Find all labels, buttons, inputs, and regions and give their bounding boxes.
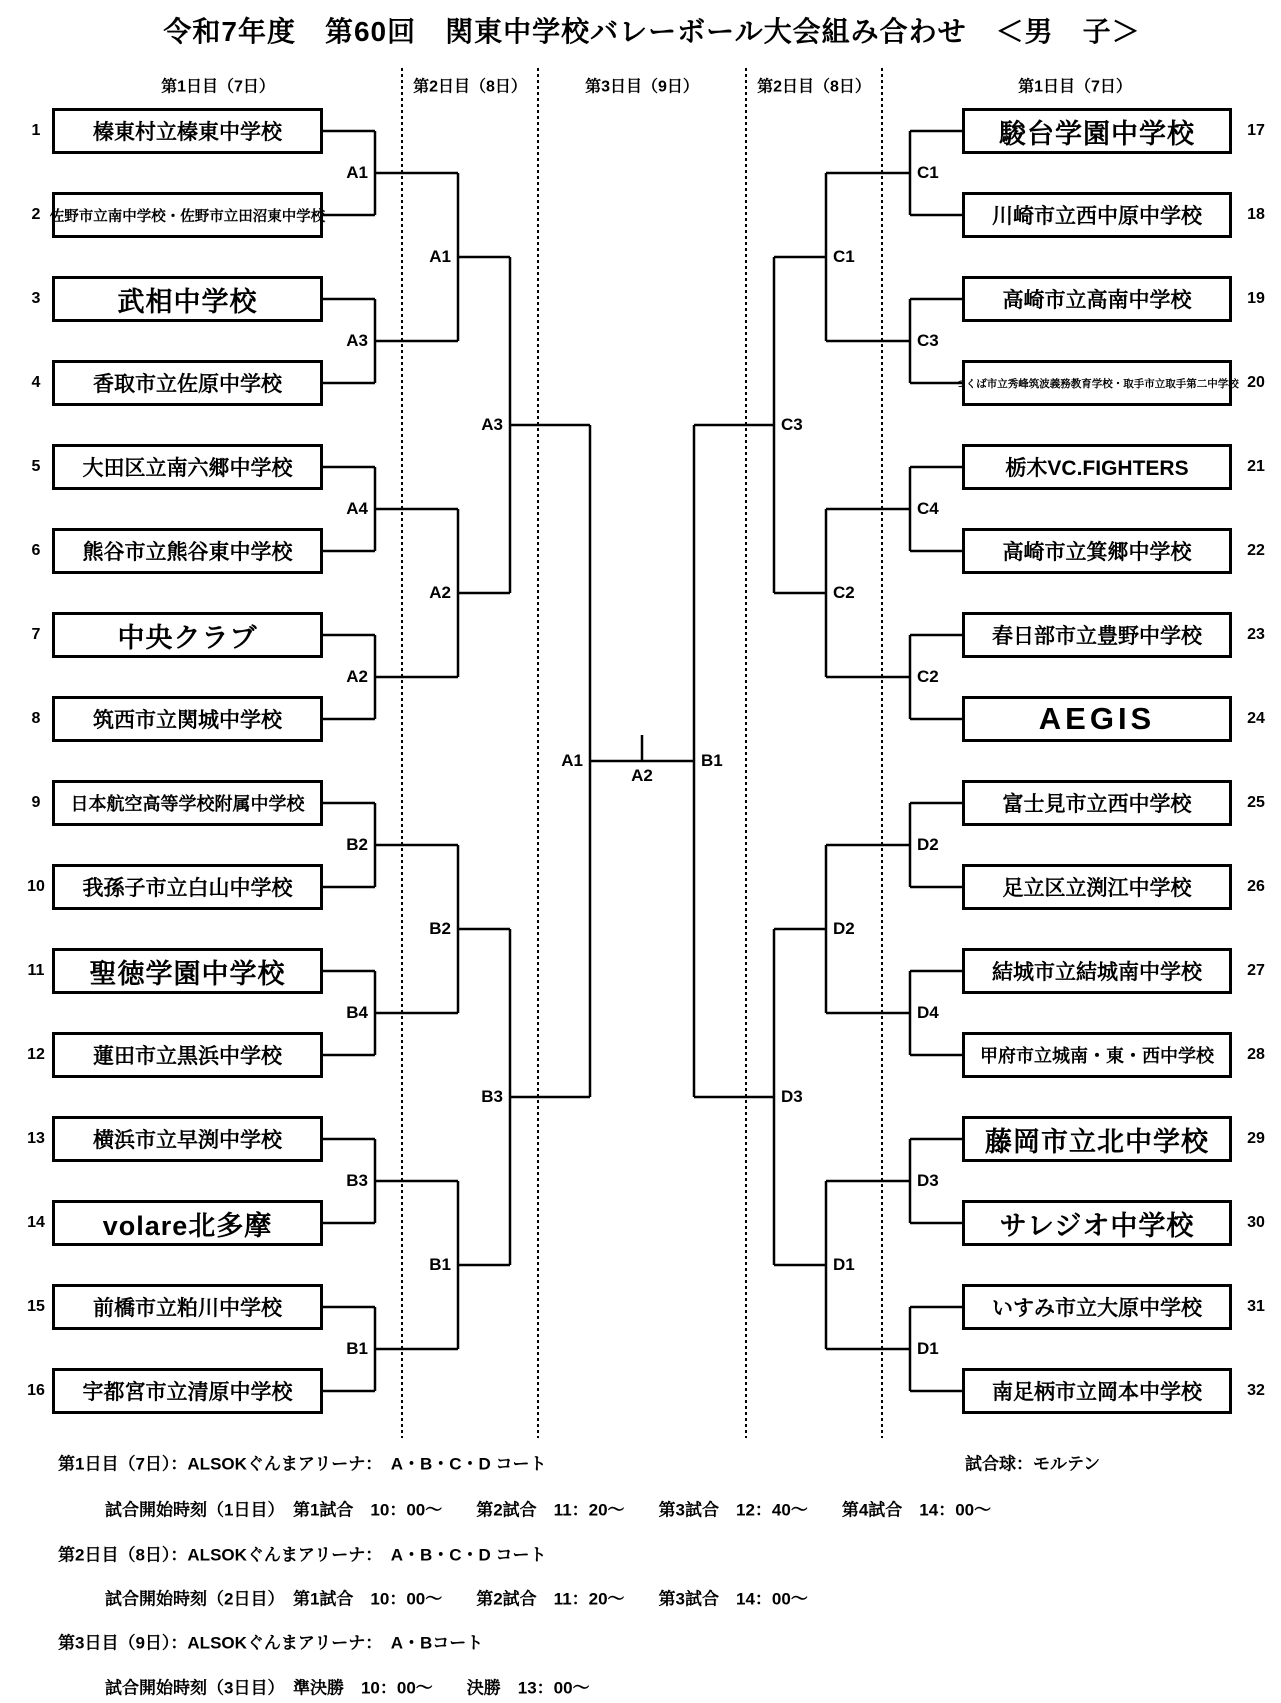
team-box: 我孫子市立白山中学校	[52, 864, 323, 910]
team-number: 8	[31, 710, 41, 727]
match-label: B2	[429, 919, 451, 938]
team-number: 18	[1247, 206, 1265, 223]
match-label: A1	[346, 163, 368, 182]
match-label: C3	[917, 331, 939, 350]
team-number: 22	[1247, 542, 1265, 559]
team-number: 25	[1247, 794, 1265, 811]
team-number: 30	[1247, 1214, 1265, 1231]
team-box: 春日部市立豊野中学校	[962, 612, 1232, 658]
team-number: 6	[31, 542, 41, 559]
match-label: B3	[346, 1171, 368, 1190]
team-box: 川崎市立西中原中学校	[962, 192, 1232, 238]
match-label: A4	[346, 499, 368, 518]
semifinal-label: A1	[561, 751, 583, 770]
bracket-lines	[323, 131, 962, 1391]
team-box: 前橋市立粕川中学校	[52, 1284, 323, 1330]
match-label: A2	[346, 667, 368, 686]
team-box: サレジオ中学校	[962, 1200, 1232, 1246]
match-label: B3	[481, 1087, 503, 1106]
team-number: 14	[27, 1214, 45, 1231]
team-box: 栃木VC.FIGHTERS	[962, 444, 1232, 490]
column-header-day1-left: 第1日目（7日）	[161, 78, 275, 96]
team-number: 4	[31, 374, 41, 391]
team-box: 結城市立結城南中学校	[962, 948, 1232, 994]
match-label: B1	[429, 1255, 451, 1274]
team-box: つくば市立秀峰筑波義務教育学校・取手市立取手第二中学校	[962, 360, 1232, 406]
team-box: 大田区立南六郷中学校	[52, 444, 323, 490]
footer-ball-note: 試合球：モルテン	[965, 1454, 1101, 1474]
team-number: 20	[1247, 374, 1265, 391]
match-label: D1	[917, 1339, 939, 1358]
team-number: 26	[1247, 878, 1265, 895]
match-label: C1	[833, 247, 855, 266]
team-box: いすみ市立大原中学校	[962, 1284, 1232, 1330]
team-number: 21	[1247, 458, 1265, 475]
team-box: 武相中学校	[52, 276, 323, 322]
match-label: D1	[833, 1255, 855, 1274]
team-box: 聖徳学園中学校	[52, 948, 323, 994]
team-number: 7	[31, 626, 41, 643]
team-number: 24	[1247, 710, 1265, 727]
team-number: 31	[1247, 1298, 1265, 1315]
page-title: 令和7年度 第60回 関東中学校バレーボール大会組み合わせ ＜男 子＞	[163, 16, 1141, 47]
footer-day1-times: 試合開始時刻（1日目） 第1試合 10：00～ 第2試合 11：20～ 第3試合 12：40～ 第4試合 14：00～	[105, 1500, 992, 1520]
column-header-day2-left: 第2日目（8日）	[413, 78, 527, 96]
match-label: D4	[917, 1003, 939, 1022]
team-number: 13	[27, 1130, 45, 1147]
match-label: B2	[346, 835, 368, 854]
match-label: A3	[346, 331, 368, 350]
team-number: 28	[1247, 1046, 1265, 1063]
team-box: 宇都宮市立清原中学校	[52, 1368, 323, 1414]
team-box: 蓮田市立黒浜中学校	[52, 1032, 323, 1078]
match-label: B4	[346, 1003, 368, 1022]
team-number: 5	[31, 458, 41, 475]
match-label: C1	[917, 163, 939, 182]
match-label: C3	[781, 415, 803, 434]
team-number: 17	[1247, 122, 1265, 139]
match-label: B1	[346, 1339, 368, 1358]
team-box: 駿台学園中学校	[962, 108, 1232, 154]
team-number: 19	[1247, 290, 1265, 307]
match-label: C4	[917, 499, 939, 518]
column-header-day1-right: 第1日目（7日）	[1018, 78, 1132, 96]
footer-day3-venue: 第3日目（9日）：ALSOKぐんまアリーナ： A・Bコート	[58, 1633, 484, 1653]
final-label: A2	[631, 766, 653, 785]
team-box: 高崎市立箕郷中学校	[962, 528, 1232, 574]
team-box: 藤岡市立北中学校	[962, 1116, 1232, 1162]
team-box: 横浜市立早渕中学校	[52, 1116, 323, 1162]
team-number: 15	[27, 1298, 45, 1315]
team-number: 16	[27, 1382, 45, 1399]
match-label: A2	[429, 583, 451, 602]
column-header-day2-right: 第2日目（8日）	[757, 78, 871, 96]
team-number: 11	[27, 962, 45, 979]
team-box: 佐野市立南中学校・佐野市立田沼東中学校	[52, 192, 323, 238]
team-box: 甲府市立城南・東・西中学校	[962, 1032, 1232, 1078]
semifinal-label: B1	[701, 751, 723, 770]
footer-day1-venue: 第1日目（7日）：ALSOKぐんまアリーナ： A・B・C・D コート	[58, 1454, 547, 1474]
footer-day3-times: 試合開始時刻（3日目） 準決勝 10：00～ 決勝 13：00～	[105, 1678, 590, 1698]
team-number: 23	[1247, 626, 1265, 643]
match-label: D2	[833, 919, 855, 938]
team-number: 32	[1247, 1382, 1265, 1399]
match-label: D3	[781, 1087, 803, 1106]
team-box: 熊谷市立熊谷東中学校	[52, 528, 323, 574]
team-box: 香取市立佐原中学校	[52, 360, 323, 406]
footer-day2-venue: 第2日目（8日）：ALSOKぐんまアリーナ： A・B・C・D コート	[58, 1545, 547, 1565]
team-box: 富士見市立西中学校	[962, 780, 1232, 826]
team-number: 27	[1247, 962, 1265, 979]
team-number: 2	[31, 206, 41, 223]
match-label: C2	[917, 667, 939, 686]
match-label: A3	[481, 415, 503, 434]
footer-day2-times: 試合開始時刻（2日目） 第1試合 10：00～ 第2試合 11：20～ 第3試合 14：00～	[105, 1589, 808, 1609]
team-number: 29	[1247, 1130, 1265, 1147]
column-header-day3-center: 第3日目（9日）	[585, 78, 699, 96]
team-number: 9	[31, 794, 41, 811]
team-box: AEGIS	[962, 696, 1232, 742]
team-box: 中央クラブ	[52, 612, 323, 658]
match-label: A1	[429, 247, 451, 266]
team-number: 12	[27, 1046, 45, 1063]
team-box: 南足柄市立岡本中学校	[962, 1368, 1232, 1414]
team-number: 3	[31, 290, 41, 307]
team-box: 日本航空高等学校附属中学校	[52, 780, 323, 826]
team-box: 足立区立渕江中学校	[962, 864, 1232, 910]
team-box: volare北多摩	[52, 1200, 323, 1246]
team-box: 高崎市立高南中学校	[962, 276, 1232, 322]
match-label: D3	[917, 1171, 939, 1190]
team-number: 1	[31, 122, 41, 139]
team-box: 榛東村立榛東中学校	[52, 108, 323, 154]
match-label: C2	[833, 583, 855, 602]
match-label: D2	[917, 835, 939, 854]
team-number: 10	[27, 878, 45, 895]
team-box: 筑西市立関城中学校	[52, 696, 323, 742]
